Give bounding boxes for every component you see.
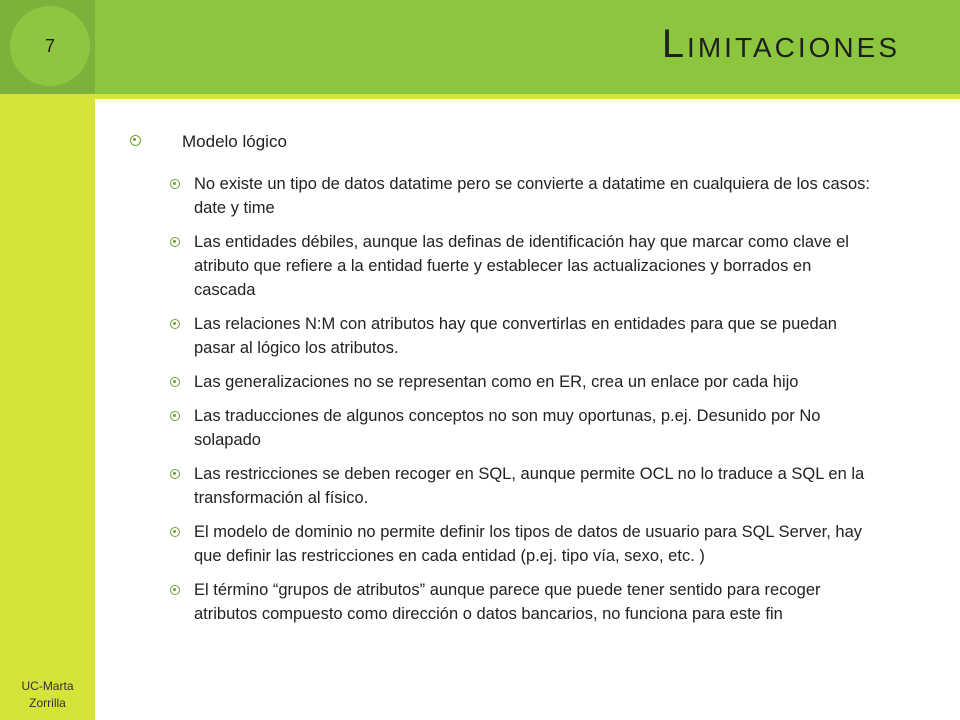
list-item: Las restricciones se deben recoger en SQL, aunque permite OCL no lo traduce a SQL en la transformación al físico. — [168, 462, 910, 510]
bullet-ring-icon — [168, 312, 194, 336]
header-divider — [95, 94, 960, 99]
list-item: El término “grupos de atributos” aunque parece que puede tener sentido para recoger atributos compuesto como dirección o datos bancarios, no funciona para este fin — [168, 578, 910, 626]
bullet-ring-icon — [168, 370, 194, 394]
bullet-ring-icon — [168, 230, 194, 254]
list-item: Las relaciones N:M con atributos hay que convertirlas en entidades para que se puedan pasar al lógico los atributos. — [168, 312, 910, 360]
list-item: Las entidades débiles, aunque las definas de identificación hay que marcar como clave el atributo que refiere a la entidad fuerte y establecer las actualizaciones y borrados en cascada — [168, 230, 910, 302]
author-label — [0, 678, 95, 712]
left-sidebar — [0, 0, 95, 720]
list-item: Las traducciones de algunos conceptos no son muy oportunas, p.ej. Desunido por No solapado — [168, 404, 910, 452]
bullet-ring-icon — [168, 462, 194, 486]
bullet-heading-text: Modelo lógico — [182, 132, 287, 151]
list-item: Las generalizaciones no se representan como en ER, crea un enlace por cada hijo — [168, 370, 910, 394]
author-text: UC-Marta Zorrilla — [21, 679, 74, 710]
bullet-ring-icon — [168, 404, 194, 428]
slide-content — [130, 128, 910, 636]
bullet-ring-icon — [168, 520, 194, 544]
slide-title: Limitaciones — [661, 22, 900, 66]
sub-bullet-list — [130, 172, 910, 626]
list-item: El modelo de dominio no permite definir los tipos de datos de usuario para SQL Server, hay que definir las restricciones en cada entidad (p.ej. tipo vía, sexo, etc. ) — [168, 520, 910, 568]
list-item: No existe un tipo de datos datatime pero se convierte a datatime en cualquiera de los casos: date y time — [168, 172, 910, 220]
bullet-heading — [130, 128, 910, 156]
bullet-ring-icon — [168, 172, 194, 196]
bullet-ring-icon — [130, 128, 182, 156]
bullet-ring-icon — [168, 578, 194, 602]
slide-number: 7 — [10, 6, 90, 86]
